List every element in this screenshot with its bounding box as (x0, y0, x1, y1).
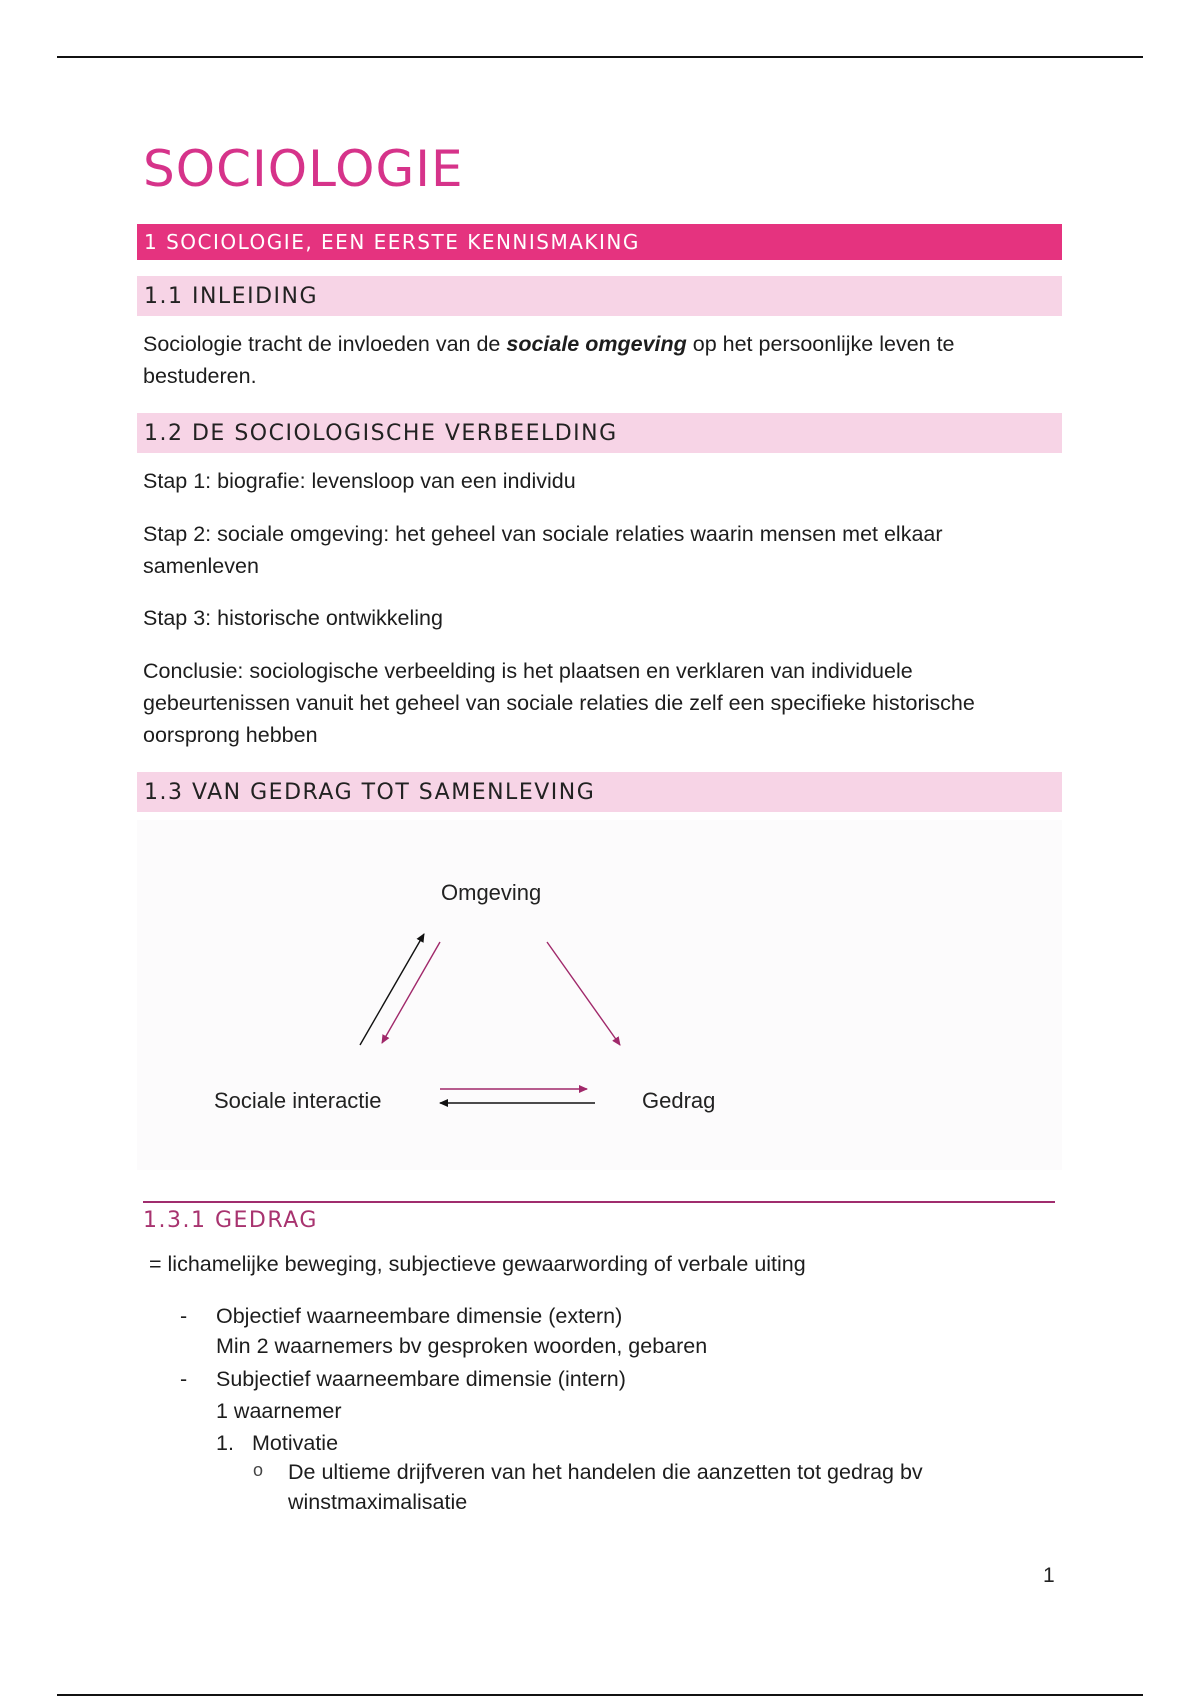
bullet-marker-1: - (180, 1304, 188, 1328)
step-3: Stap 3: historische ontwikkeling (143, 606, 443, 630)
bullet-marker-2: - (180, 1367, 188, 1391)
heading-1-1: 1.1 INLEIDING (137, 276, 1062, 316)
sub-bullet-line-1: De ultieme drijfveren van het handelen die aanzetten tot gedrag bv (288, 1460, 923, 1484)
bullet-sub-2: 1 waarnemer (216, 1399, 342, 1423)
bullet-title-1: Objectief waarneembare dimensie (extern) (216, 1304, 623, 1328)
top-rule (57, 56, 1143, 58)
sub-bullet-line-2: winstmaximalisatie (288, 1490, 468, 1514)
diagram-label-omgeving: Omgeving (441, 880, 542, 905)
intro-text-after: op het persoonlijke leven te bestuderen. (143, 332, 955, 388)
sub-bullet-marker: o (253, 1460, 264, 1480)
diagram-label-sociale-interactie: Sociale interactie (214, 1088, 382, 1113)
conclusion-paragraph: Conclusie: sociologische verbeelding is het plaatsen en verklaren van individuele gebeurtenissen vanuit het geheel van sociale relaties die zelf een specifieke historische oorsprong hebben (143, 659, 975, 747)
intro-emphasis: sociale omgeving (506, 332, 687, 356)
page-number: 1 (1043, 1564, 1055, 1587)
step-2: Stap 2: sociale omgeving: het geheel van sociale relaties waarin mensen met elkaar samenleven (143, 522, 943, 578)
document-title: SOCIOLOGIE (143, 140, 464, 198)
intro-text-before: Sociologie tracht de invloeden van de (143, 332, 507, 356)
heading-1-2: 1.2 DE SOCIOLOGISCHE VERBEELDING (137, 413, 1062, 453)
bullet-sub-1: Min 2 waarnemers bv gesproken woorden, gebaren (216, 1334, 708, 1358)
step-1: Stap 1: biografie: levensloop van een individu (143, 469, 576, 493)
gedrag-definition: = lichamelijke beweging, subjectieve gewaarwording of verbale uiting (149, 1252, 806, 1276)
intro-paragraph (143, 328, 1063, 392)
heading-1-3: 1.3 VAN GEDRAG TOT SAMENLEVING (137, 772, 1062, 812)
bottom-rule (57, 1694, 1143, 1696)
heading-1-3-1: 1.3.1 GEDRAG (143, 1208, 318, 1233)
bullet-title-2: Subjectief waarneembare dimensie (intern) (216, 1367, 626, 1391)
diagram-area (137, 820, 1062, 1170)
numbered-marker: 1. (216, 1431, 234, 1455)
heading-1: 1 SOCIOLOGIE, EEN EERSTE KENNISMAKING (137, 224, 1062, 260)
numbered-label: Motivatie (252, 1431, 339, 1455)
heading-1-3-1-rule (143, 1201, 1055, 1203)
diagram-label-gedrag: Gedrag (642, 1088, 716, 1113)
